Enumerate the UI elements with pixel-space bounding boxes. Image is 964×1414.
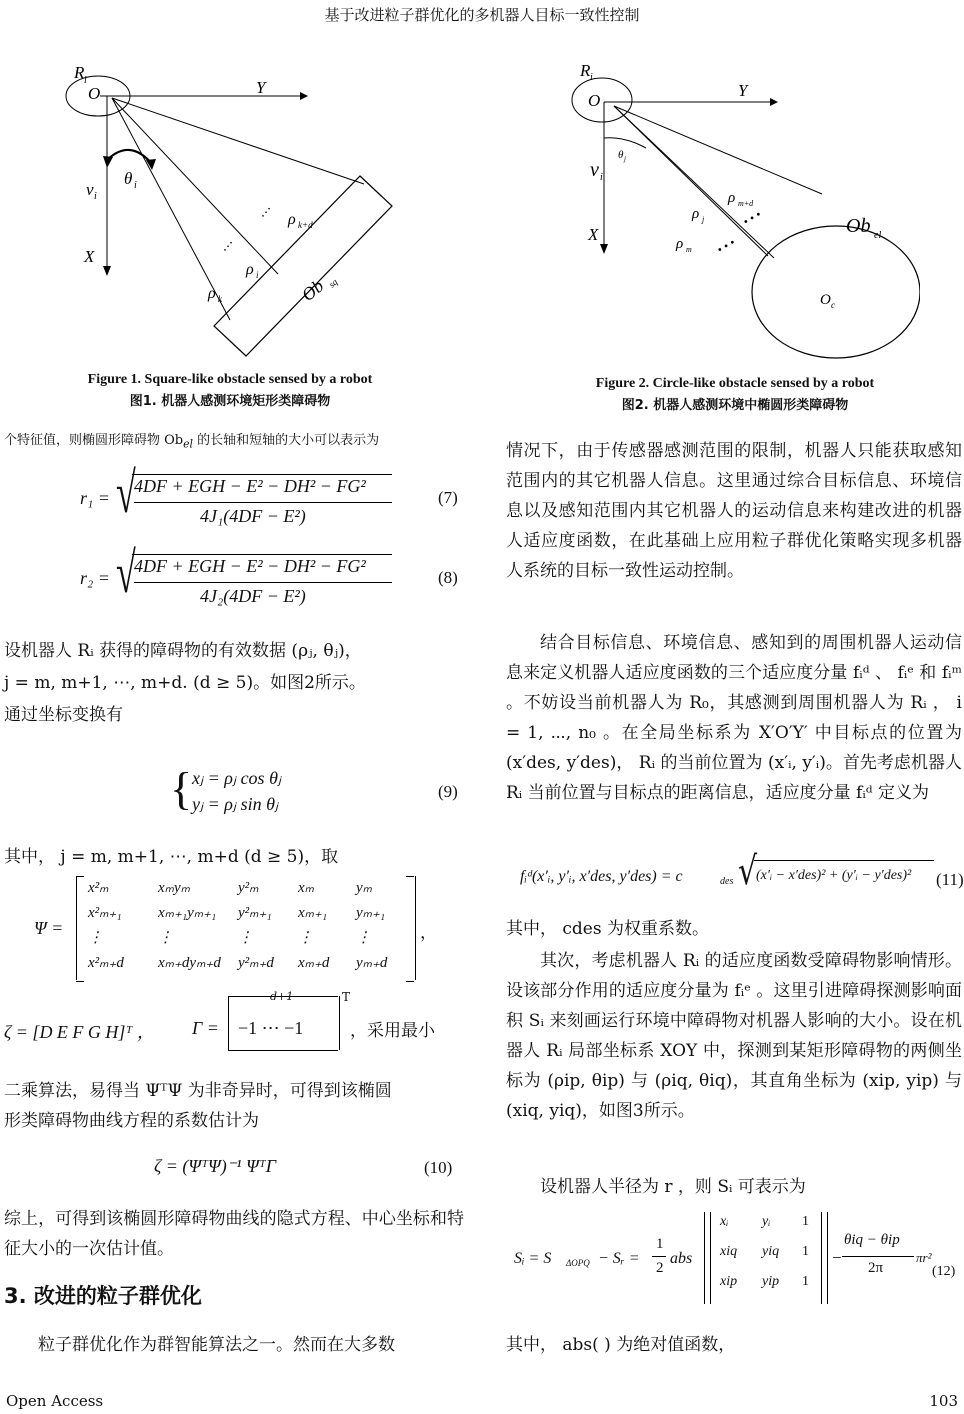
- equation-9: { xⱼ = ρⱼ cos θⱼ yⱼ = ρⱼ sin θⱼ (9): [170, 763, 458, 814]
- determinant-cell: yᵢ: [762, 1214, 771, 1229]
- svg-text:Y: Y: [738, 81, 748, 100]
- section-heading-3: 3. 改进的粒子群优化: [4, 1284, 202, 1308]
- svg-text:v: v: [590, 159, 599, 181]
- svg-text:ρ: ρ: [692, 206, 700, 222]
- left-para-5: 粒子群优化作为群智能算法之一。然而在大多数: [38, 1335, 395, 1355]
- eq10-number: (10): [424, 1158, 453, 1177]
- determinant-cell: xip: [720, 1274, 738, 1289]
- fig1-label-R: R: [74, 63, 85, 82]
- psi-cell: xₘ₊₁yₘ₊₁: [158, 905, 217, 921]
- right-para-1: 情况下，由于传感器感测范围的限制，机器人只能获取感知范围内的其它机器人信息。这里通过综合目标信息、环境信息以及感知范围内其它机器人的运动信息来构建改进的机器人适应度函数，在此基础上应用粒子群优化策略实现多机器人系统的目标一致性运动控制。: [506, 441, 962, 581]
- right-para-4: 其次，考虑机器人 Rᵢ 的适应度函数受障碍物影响情形。设该部分作用的适应度分量为 fᵢᵉ 。这里引进障碍探测影响面积 Sᵢ 来刻画运行环境中障碍物对机器人影响的大小。设在机器人 Rᵢ 局部坐标系 XOY 中，探测到某矩形障碍物的两侧坐标为 (ρip, θip) 与 (ρiq, θiq)，其直角坐标为 (xip, yip) 与 (xiq, yiq)，如图3所示。: [506, 951, 962, 1121]
- psi-cell: ⋮: [238, 930, 253, 946]
- figure-2-caption-en: Figure 2. Circle-like obstacle sensed by a robot: [595, 376, 875, 391]
- svg-text:ρ: ρ: [288, 211, 296, 228]
- left-para-1b: j = m, m+1, ⋯, m+d. (d ≥ 5)。如图2所示。: [4, 673, 366, 693]
- psi-cell: xₘ: [298, 880, 315, 896]
- svg-text:i: i: [84, 75, 87, 86]
- svg-text:O: O: [820, 292, 831, 308]
- right-para-5: 设机器人半径为 r ，则 Sᵢ 可表示为: [540, 1177, 806, 1197]
- svg-text:i: i: [590, 72, 593, 83]
- svg-text:ρ: ρ: [676, 236, 684, 252]
- svg-text:ρ: ρ: [246, 261, 254, 278]
- svg-text:k+d: k+d: [298, 220, 313, 230]
- svg-text:i: i: [256, 270, 259, 280]
- psi-cell: x²ₘ₊d: [88, 955, 124, 971]
- psi-cell: y²ₘ: [238, 880, 259, 896]
- equation-8: r₂ = √ 4DF + EGH − E² − DH² − FG² 4J₂(4DF − E²) (8): [80, 541, 458, 606]
- svg-text:O: O: [588, 91, 601, 110]
- left-para-4: 综上，可得到该椭圆形障碍物曲线的隐式方程、中心坐标和特征大小的一次估计值。: [4, 1209, 464, 1259]
- psi-cell: ⋮: [158, 930, 173, 946]
- figure-1-diagram: [60, 56, 400, 366]
- psi-cell: ⋮: [88, 930, 103, 946]
- svg-text:Y: Y: [256, 78, 266, 97]
- svg-text:R: R: [580, 61, 591, 80]
- svg-text:k: k: [218, 294, 222, 304]
- left-intro: 个特征值，则椭圆形障碍物 $Ob_{el}$ 的长轴和短轴的大小可以表示为: [4, 433, 380, 451]
- svg-text:sq: sq: [326, 276, 340, 290]
- psi-cell: xₘ₊₁: [298, 905, 328, 921]
- psi-cell: ⋮: [356, 930, 371, 946]
- svg-text:m: m: [686, 245, 692, 254]
- psi-cell: xₘyₘ: [158, 880, 191, 896]
- page-number: 103: [929, 1392, 958, 1410]
- svg-text:• • •: • • •: [714, 235, 738, 257]
- eq12-number: (12): [932, 1264, 956, 1279]
- svg-text:…: …: [215, 234, 237, 255]
- psi-cell: xₘ₊dyₘ₊d: [158, 955, 221, 971]
- figure-2-diagram: [560, 58, 920, 368]
- svg-text:Ob: Ob: [846, 215, 871, 237]
- square-obstacle: [214, 176, 392, 356]
- psi-cell: y²ₘ₊d: [238, 955, 274, 971]
- svg-text:ρ: ρ: [208, 285, 216, 302]
- psi-cell: yₘ₊₁: [356, 905, 386, 921]
- svg-text:el: el: [874, 230, 882, 241]
- psi-cell: x²ₘ: [88, 880, 109, 896]
- svg-text:X: X: [84, 247, 95, 266]
- equation-7: r₁ = √ 4DF + EGH − E² − DH² − FG² 4J₁(4DF − E²) (7): [80, 461, 458, 526]
- svg-text:i: i: [600, 172, 603, 183]
- psi-cell: y²ₘ₊₁: [238, 905, 272, 921]
- left-para-3a: 二乘算法，易得当 ΨᵀΨ 为非奇异时，可得到该椭圆: [4, 1081, 392, 1101]
- left-para-1c: 通过坐标变换有: [4, 705, 123, 725]
- svg-text:• • •: • • •: [740, 207, 764, 229]
- determinant-cell: 1: [802, 1274, 809, 1289]
- running-header: 基于改进粒子群优化的多机器人目标一致性控制: [324, 6, 640, 24]
- determinant-cell: xᵢ: [720, 1214, 729, 1229]
- right-para-2: 结合目标信息、环境信息、感知到的周围机器人运动信息来定义机器人适应度函数的三个适应度分量 fᵢᵈ 、 fᵢᵉ 和 fᵢᵐ 。不妨设当前机器人为 R₀，其感测到周围机器人为 Rᵢ ， i = 1, ⋯, n₀ 。在全局坐标系为 X′O′Y′ 中目标点的位置为 (x′des, y′des)， Rᵢ 的当前位置为 (x′ᵢ, y′ᵢ)。首先考虑机器人 Rᵢ 当前位置与目标点的距离信息，适应度分量 fᵢᵈ 定义为: [506, 633, 962, 803]
- right-para-6: 其中， abs( ) 为绝对值函数，: [506, 1335, 736, 1355]
- figure-2-caption-zh: 图2. 机器人感测环境中椭圆形类障碍物: [621, 398, 849, 413]
- svg-text:m+d: m+d: [738, 199, 754, 208]
- left-para-2: 其中， j = m, m+1, ⋯, m+d (d ≥ 5)，取: [4, 847, 339, 867]
- eq11-number: (11): [936, 870, 964, 889]
- svg-text:θ: θ: [124, 169, 133, 188]
- svg-text:O: O: [88, 84, 101, 103]
- svg-text:X: X: [588, 225, 599, 244]
- svg-text:…: …: [253, 200, 275, 221]
- footer-journal: Open Access: [6, 1392, 104, 1410]
- psi-cell: x²ₘ₊₁: [88, 905, 122, 921]
- left-para-3b: 形类障碍物曲线方程的系数估计为: [4, 1111, 259, 1131]
- theta-arc-2: [604, 138, 646, 148]
- psi-matrix: Ψ = x²ₘ xₘyₘ y²ₘ xₘ yₘ x²ₘ₊₁ xₘ₊₁yₘ₊₁ y²ₘ₊₁ xₘ₊₁ yₘ₊₁ ⋮ ⋮ ⋮ ⋮ ⋮ x²ₘ₊d xₘ₊dyₘ₊d y²ₘ₊d xₘ₊d yₘ₊d ，: [34, 876, 464, 986]
- equation-12: Sᵢ = S ΔOPQ − Sᵣ = 1 2 abs xᵢ yᵢ 1 xiq yiq 1 xip yip 1 − θiq − θip 2π πr² (12): [506, 1210, 962, 1310]
- psi-cell: yₘ₊d: [356, 955, 388, 971]
- svg-text:θ: θ: [618, 149, 624, 161]
- svg-text:j: j: [702, 215, 705, 224]
- eq7-number: (7): [438, 488, 458, 507]
- zeta-gamma-definitions: ζ = [D E F G H]ᵀ ， Γ = d+1 −1 ⋯ −1 T ，采用最小: [4, 990, 464, 1060]
- right-para-3: 其中， cdes 为权重系数。: [506, 919, 709, 939]
- eq8-number: (8): [438, 568, 458, 587]
- svg-text:v: v: [86, 180, 94, 199]
- theta-arc: [107, 150, 152, 164]
- determinant-cell: xiq: [720, 1244, 738, 1259]
- determinant-cell: 1: [802, 1214, 809, 1229]
- equation-11: fᵢᵈ(x′ᵢ, y′ᵢ, x′des, y′des) = c des √ (x′ᵢ − x′des)² + (y′ᵢ − y′des)² (11): [520, 848, 964, 895]
- svg-text:i: i: [134, 180, 137, 191]
- psi-cell: ⋮: [298, 930, 313, 946]
- svg-text:ρ: ρ: [728, 190, 736, 206]
- svg-text:i: i: [94, 191, 97, 202]
- eq9-number: (9): [438, 782, 458, 801]
- determinant-cell: 1: [802, 1244, 809, 1259]
- left-para-1a: 设机器人 Rᵢ 获得的障碍物的有效数据 (ρⱼ, θⱼ)，: [4, 641, 362, 661]
- equation-10: ζ = (ΨᵀΨ)⁻¹ ΨᵀΓ (10): [154, 1156, 453, 1177]
- psi-cell: xₘ₊d: [298, 955, 330, 971]
- determinant-cell: yiq: [762, 1244, 780, 1259]
- psi-cell: yₘ: [356, 880, 373, 896]
- svg-text:Ob: Ob: [297, 275, 328, 306]
- determinant-cell: yip: [762, 1274, 780, 1289]
- ellipse-obstacle: [752, 226, 920, 358]
- figure-1-caption-en: Figure 1. Square-like obstacle sensed by a robot: [87, 372, 373, 387]
- figure-1-caption-zh: 图1. 机器人感测环境矩形类障碍物: [129, 394, 331, 409]
- svg-text:j: j: [624, 155, 626, 163]
- svg-text:c: c: [831, 300, 835, 310]
